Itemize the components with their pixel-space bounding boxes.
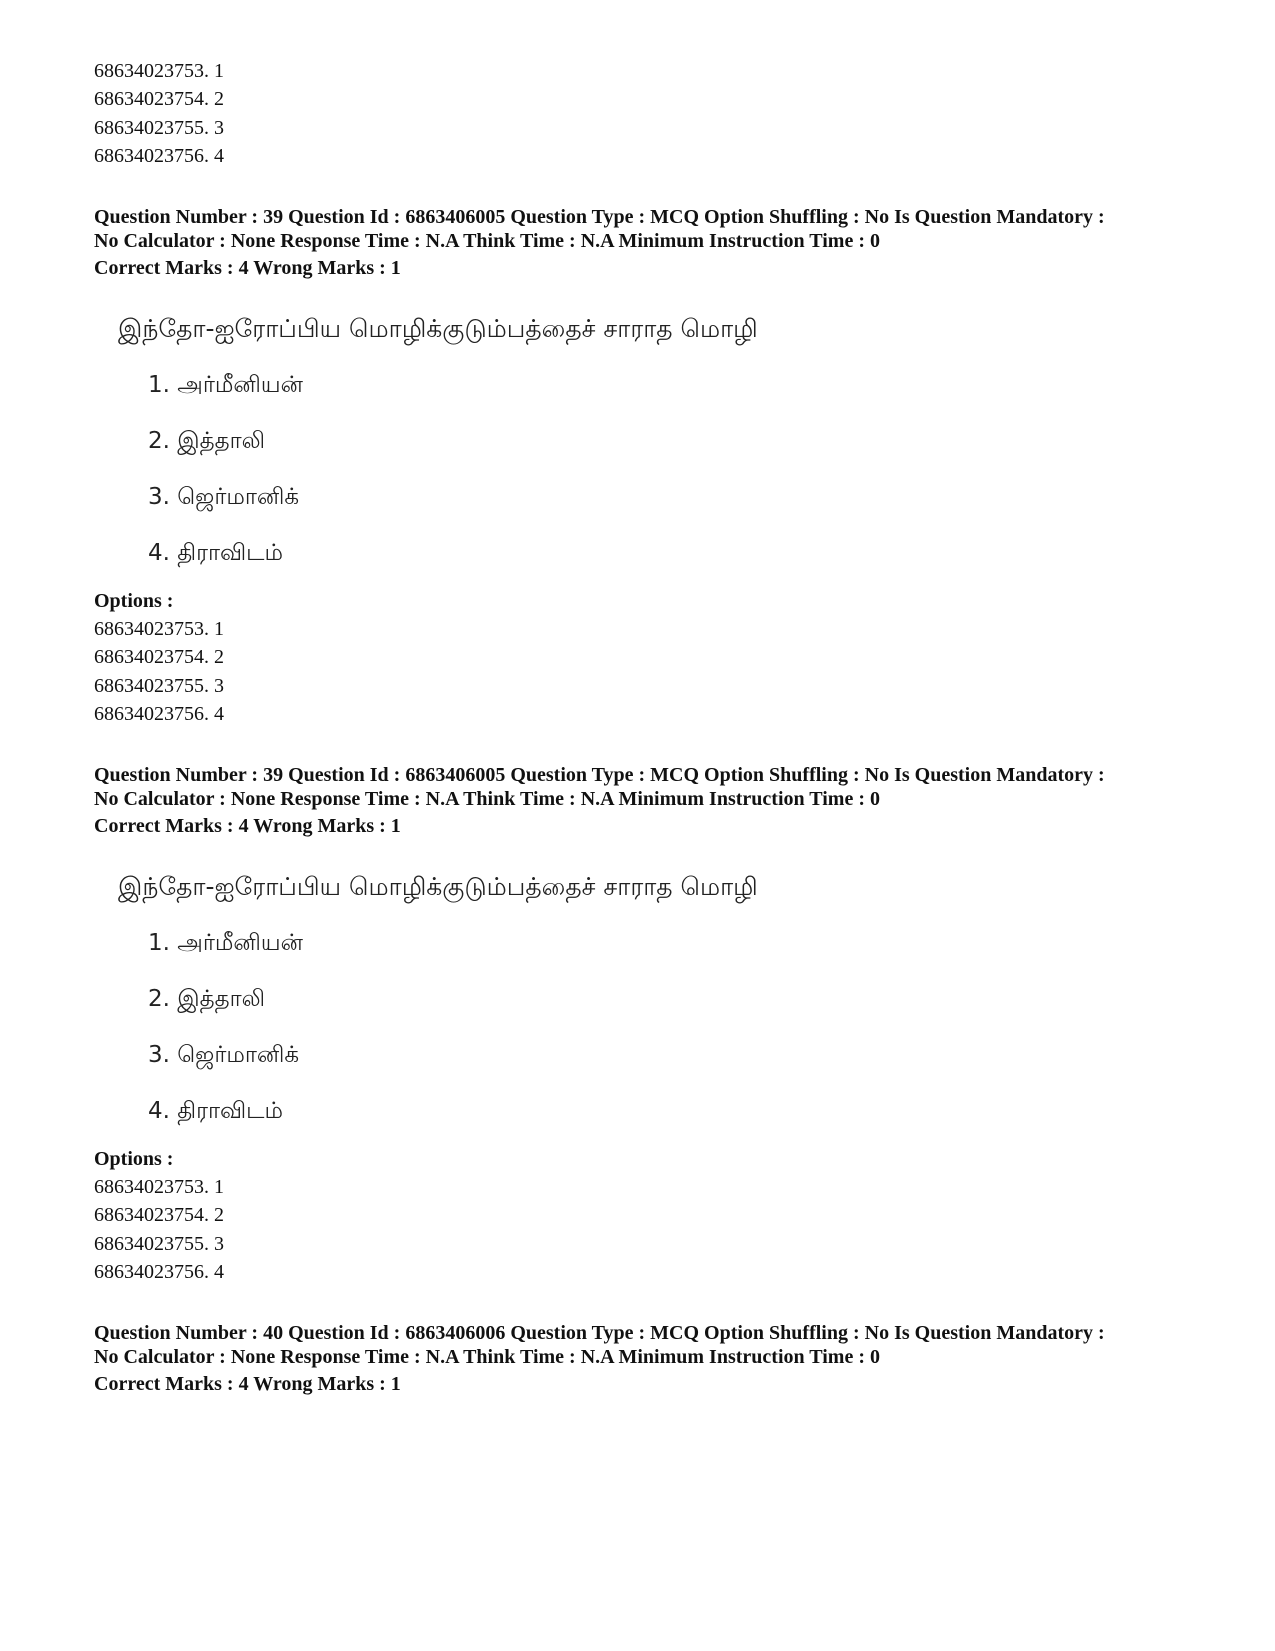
question-choice: 3. ஜெர்மானிக் bbox=[148, 484, 300, 510]
options-heading: Options : bbox=[94, 590, 174, 612]
option-line: 68634023754. 2 bbox=[94, 646, 224, 668]
question-marks: Correct Marks : 4 Wrong Marks : 1 bbox=[94, 257, 401, 279]
question-choice: 1. அர்மீனியன் bbox=[148, 930, 303, 956]
options-heading: Options : bbox=[94, 1148, 174, 1170]
option-line: 68634023753. 1 bbox=[94, 618, 224, 640]
option-line: 68634023756. 4 bbox=[94, 145, 224, 167]
question-choice: 3. ஜெர்மானிக் bbox=[148, 1042, 300, 1068]
question-choice: 4. திராவிடம் bbox=[148, 540, 283, 566]
option-line: 68634023755. 3 bbox=[94, 1233, 224, 1255]
question-meta bbox=[94, 1321, 1204, 1369]
option-line: 68634023756. 4 bbox=[94, 1261, 224, 1283]
question-text: இந்தோ-ஐரோப்பிய மொழிக்குடும்பத்தைச் சாராத மொழி bbox=[118, 314, 758, 343]
question-meta bbox=[94, 205, 1204, 253]
option-line: 68634023754. 2 bbox=[94, 1204, 224, 1226]
option-line: 68634023753. 1 bbox=[94, 1176, 224, 1198]
question-choice: 2. இத்தாலி bbox=[148, 428, 266, 454]
question-text: இந்தோ-ஐரோப்பிய மொழிக்குடும்பத்தைச் சாராத மொழி bbox=[118, 872, 758, 901]
question-meta-line-2: No Calculator : None Response Time : N.A Think Time : N.A Minimum Instruction Time : 0 bbox=[94, 1346, 880, 1368]
option-line: 68634023753. 1 bbox=[94, 60, 224, 82]
option-line: 68634023755. 3 bbox=[94, 117, 224, 139]
option-line: 68634023756. 4 bbox=[94, 703, 224, 725]
question-choice: 4. திராவிடம் bbox=[148, 1098, 283, 1124]
question-meta-line-1: Question Number : 39 Question Id : 6863406005 Question Type : MCQ Option Shuffling : No Is Question Mandatory : bbox=[94, 764, 1105, 786]
option-line: 68634023755. 3 bbox=[94, 675, 224, 697]
question-meta-line-1: Question Number : 39 Question Id : 6863406005 Question Type : MCQ Option Shuffling : No Is Question Mandatory : bbox=[94, 206, 1105, 228]
question-marks: Correct Marks : 4 Wrong Marks : 1 bbox=[94, 815, 401, 837]
question-meta-line-2: No Calculator : None Response Time : N.A Think Time : N.A Minimum Instruction Time : 0 bbox=[94, 788, 880, 810]
question-choice: 2. இத்தாலி bbox=[148, 986, 266, 1012]
question-marks: Correct Marks : 4 Wrong Marks : 1 bbox=[94, 1373, 401, 1395]
question-choice: 1. அர்மீனியன் bbox=[148, 372, 303, 398]
question-meta-line-2: No Calculator : None Response Time : N.A Think Time : N.A Minimum Instruction Time : 0 bbox=[94, 230, 880, 252]
question-meta-line-1: Question Number : 40 Question Id : 6863406006 Question Type : MCQ Option Shuffling : No Is Question Mandatory : bbox=[94, 1322, 1105, 1344]
option-line: 68634023754. 2 bbox=[94, 88, 224, 110]
question-meta bbox=[94, 763, 1204, 811]
